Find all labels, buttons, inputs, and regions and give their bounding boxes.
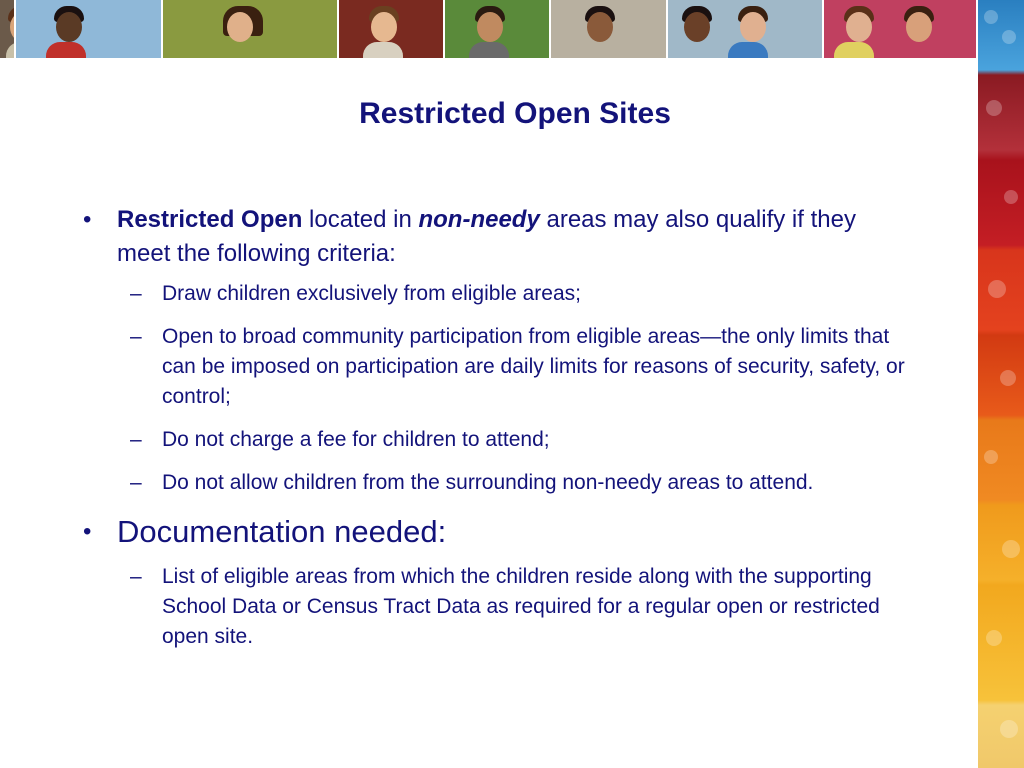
photo-boy-smiling	[16, 0, 162, 58]
sub-bullet	[74, 322, 914, 412]
bold-lead: Restricted Open	[117, 206, 303, 233]
photo-girl-smiling	[163, 0, 339, 58]
dash-marker: –	[130, 428, 142, 451]
sub-bullet	[74, 279, 914, 309]
sub-bullet	[74, 425, 914, 455]
bullet-marker: •	[83, 206, 92, 233]
sub-bullet-text: Do not charge a fee for children to attend;	[162, 428, 550, 451]
sub-bullet-text: Open to broad community participation from eligible areas—the only limits that can be imposed on participation are daily limits for reasons of security, safety, or control;	[162, 325, 905, 408]
bullet-text: located in	[302, 206, 419, 233]
photo-child-eating	[339, 0, 445, 58]
dash-marker: –	[130, 325, 142, 348]
sub-bullet-text: List of eligible areas from which the children reside along with the supporting School Data or Census Tract Data as required for a regular open or restricted open site.	[162, 565, 880, 648]
italic-emphasis: non-needy	[418, 206, 540, 233]
photo-children-group	[0, 0, 16, 58]
bullet-text: Documentation needed:	[117, 514, 447, 549]
slide-title: Restricted Open Sites	[359, 97, 671, 130]
dash-marker: –	[130, 565, 142, 588]
photo-girl-hand-on-cheek	[551, 0, 667, 58]
bullet-documentation	[74, 512, 914, 552]
photo-children-playground	[824, 0, 978, 58]
children-photo-banner	[0, 0, 978, 58]
dash-marker: –	[130, 282, 142, 305]
bullet-marker: •	[83, 518, 92, 545]
dash-marker: –	[130, 471, 142, 494]
bullet-text: areas may also qualify if they meet the following criteria:	[117, 206, 856, 267]
sub-bullet	[74, 468, 914, 498]
photo-children-drinking	[668, 0, 824, 58]
sub-bullet-text: Do not allow children from the surrounding non-needy areas to attend.	[162, 471, 814, 494]
sub-bullet-text: Draw children exclusively from eligible areas;	[162, 282, 581, 305]
photo-boy-portrait	[445, 0, 551, 58]
slide-body	[74, 203, 914, 665]
sub-bullet	[74, 562, 914, 652]
bullet-restricted-open	[74, 203, 914, 271]
